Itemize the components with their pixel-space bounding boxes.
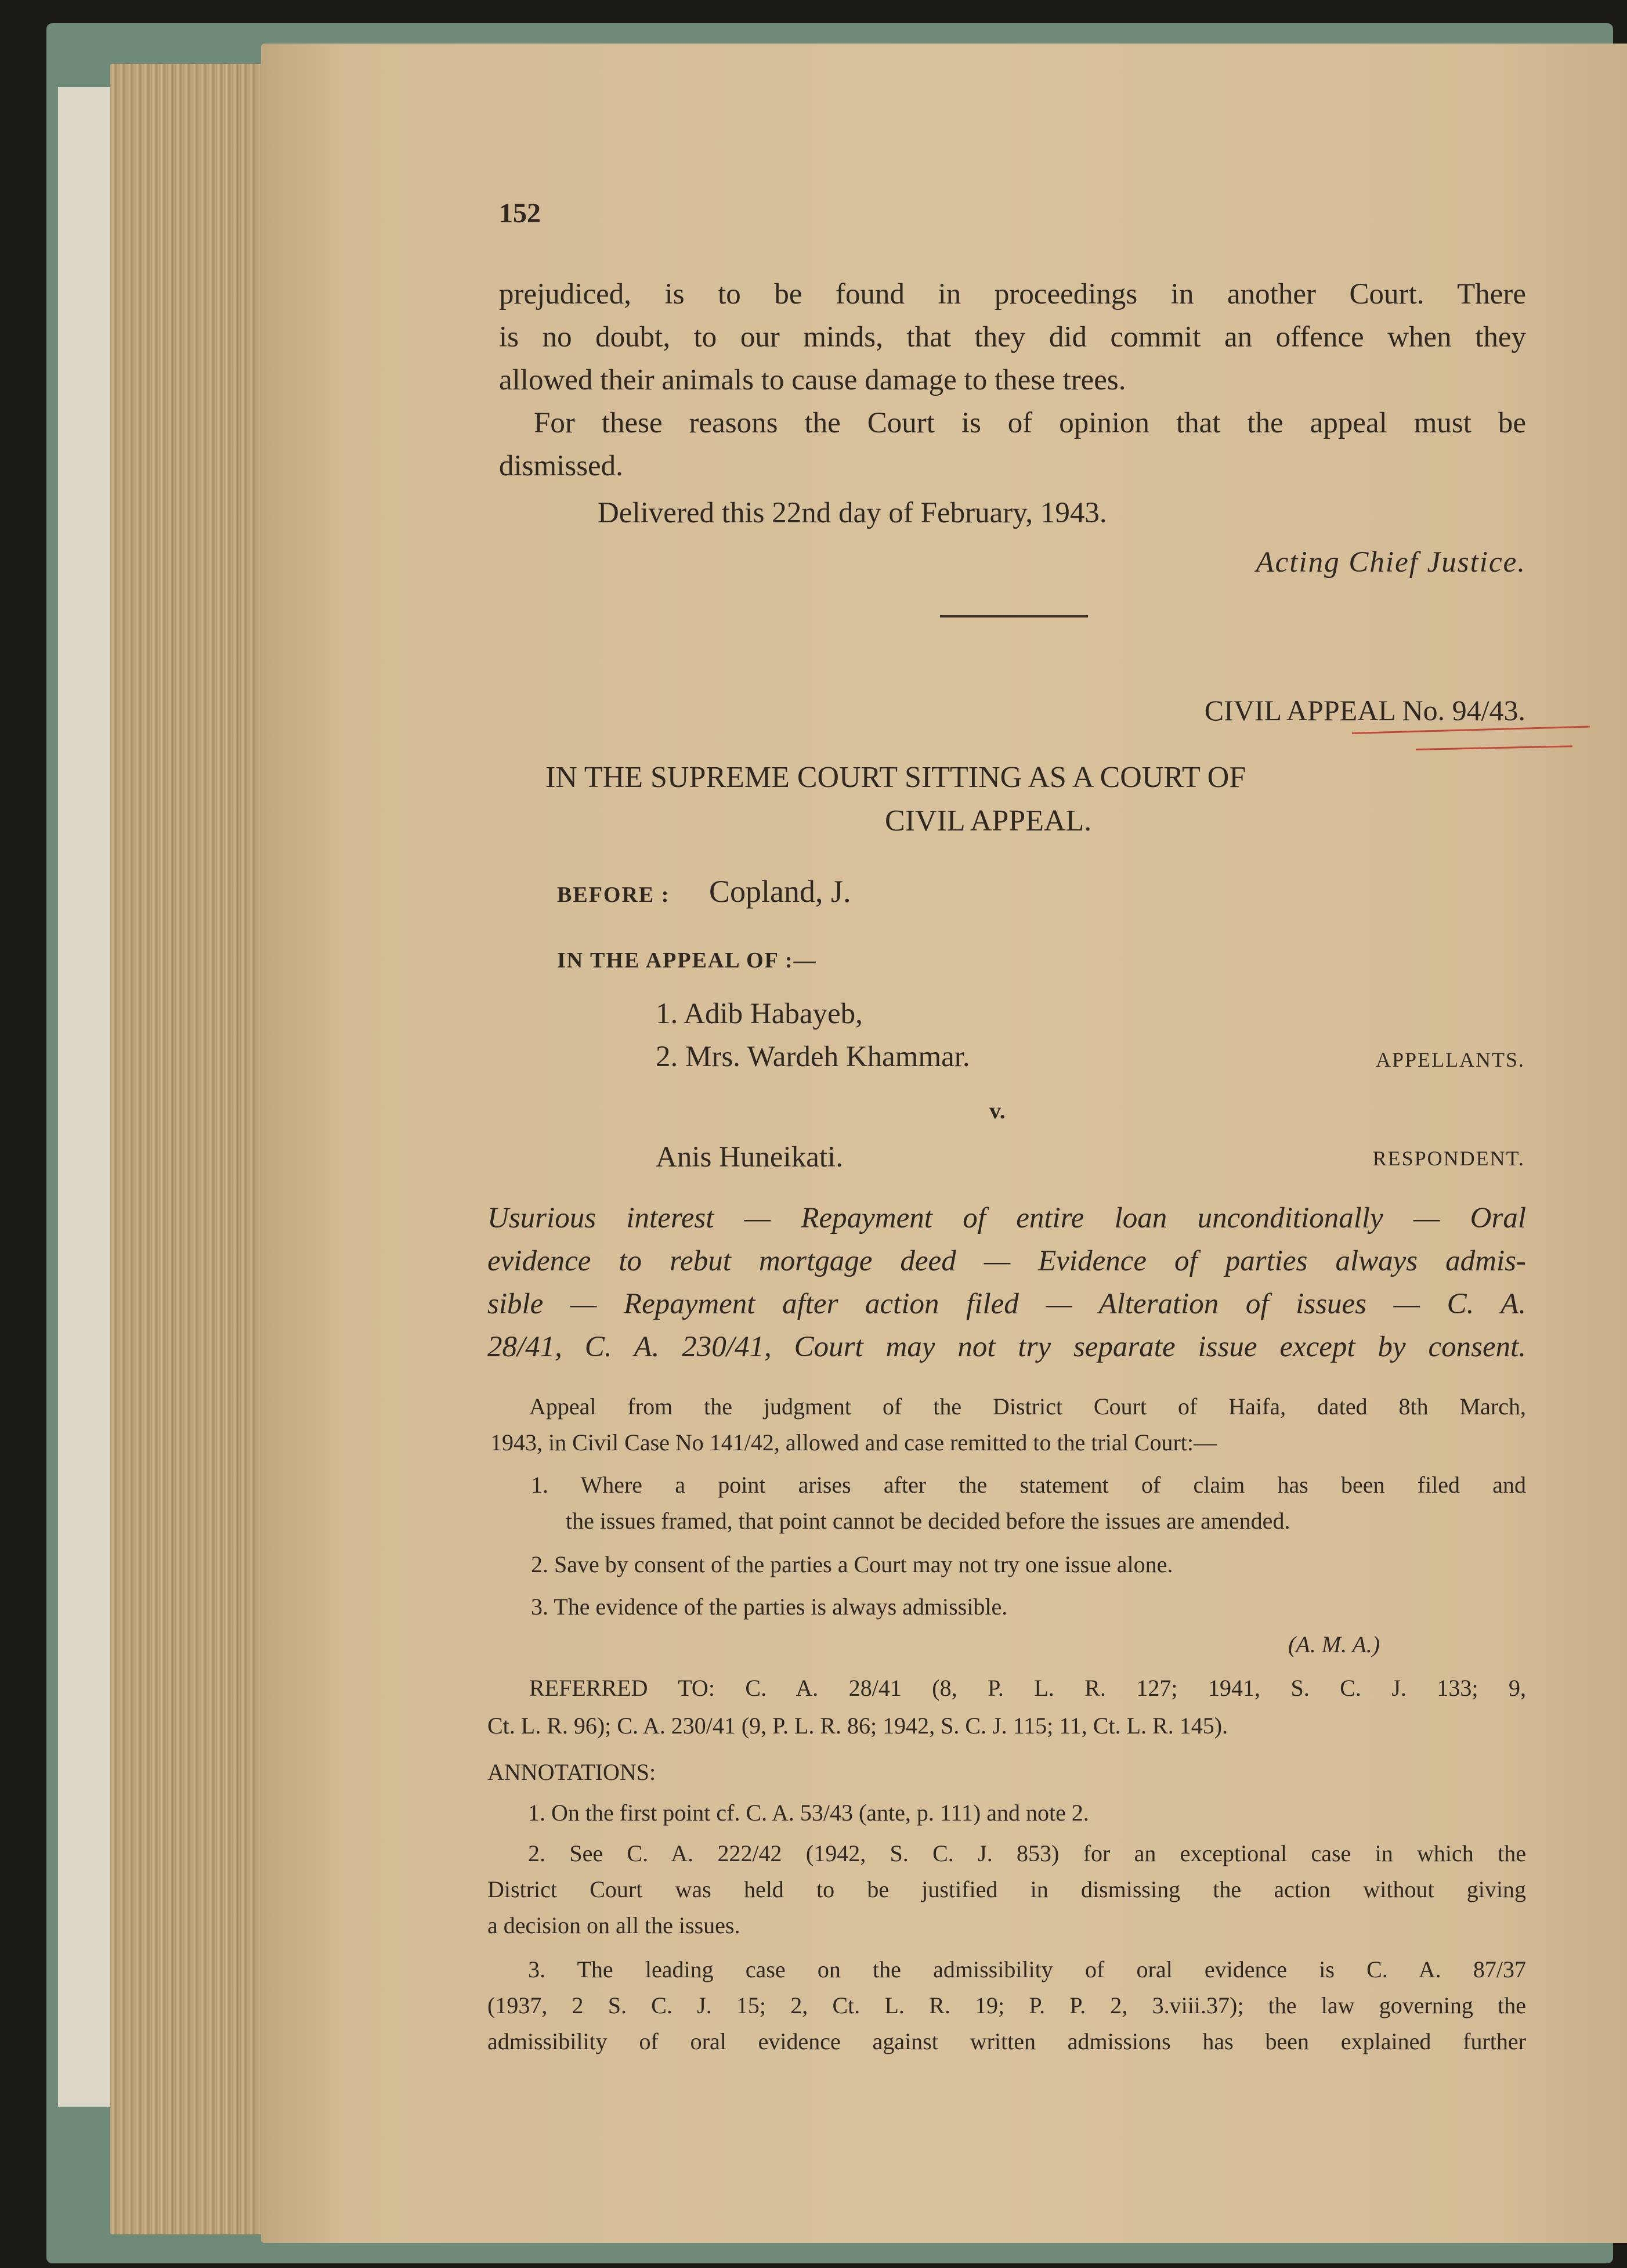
section-divider	[940, 615, 1088, 617]
endpaper-strip	[58, 87, 116, 2107]
holding-line: 2. Save by consent of the parties a Court may not try one issue alone.	[531, 1551, 1173, 1577]
respondent-label: RESPONDENT.	[1372, 1147, 1525, 1170]
annotations-title: ANNOTATIONS:	[487, 1759, 656, 1785]
headnote-line: evidence to rebut mortgage deed — Evidence of parties always admis-	[487, 1245, 1526, 1277]
annotation-line: admissibility of oral evidence against written admissions has been explained further	[487, 2028, 1526, 2054]
text-line: allowed their animals to cause damage to these trees.	[499, 364, 1126, 396]
headnote-line: 28/41, C. A. 230/41, Court may not try separate issue except by consent.	[487, 1331, 1526, 1363]
headnote-line: Usurious interest — Repayment of entire loan unconditionally — Oral	[487, 1202, 1526, 1234]
holding-line: the issues framed, that point cannot be decided before the issues are amended.	[566, 1508, 1290, 1534]
referred-line: REFERRED TO: C. A. 28/41 (8, P. L. R. 127; 1941, S. C. J. 133; 9,	[529, 1675, 1526, 1701]
annotation-line: District Court was held to be justified in dismissing the action without giving	[487, 1876, 1526, 1902]
text-line: is no doubt, to our minds, that they did commit an offence when they	[499, 321, 1526, 353]
appellant-name: 1. Adib Habayeb,	[656, 998, 863, 1030]
appellant-name: 2. Mrs. Wardeh Khammar.	[656, 1041, 970, 1073]
appellants-label: APPELLANTS.	[1375, 1048, 1525, 1071]
signature: Acting Chief Justice.	[1256, 546, 1526, 579]
annotation-line: a decision on all the issues.	[487, 1912, 740, 1938]
respondent-name: Anis Huneikati.	[656, 1141, 843, 1173]
appeal-line: Appeal from the judgment of the District Court of Haifa, dated 8th March,	[529, 1393, 1526, 1420]
delivered-line: Delivered this 22nd day of February, 1943.	[598, 497, 1107, 529]
holding-line: 3. The evidence of the parties is always admissible.	[531, 1594, 1008, 1620]
text-line: dismissed.	[499, 450, 623, 482]
page-number: 152	[499, 198, 541, 229]
annotation-line: 3. The leading case on the admissibility of oral evidence is C. A. 87/37	[528, 1956, 1526, 1982]
annotation-line: 1. On the first point cf. C. A. 53/43 (ante, p. 111) and note 2.	[528, 1800, 1089, 1826]
referred-line: Ct. L. R. 96); C. A. 230/41 (9, P. L. R. 86; 1942, S. C. J. 115; 11, Ct. L. R. 145).	[487, 1713, 1228, 1739]
reporter-initials: (A. M. A.)	[1288, 1631, 1380, 1657]
holding-line: 1. Where a point arises after the statement of claim has been filed and	[531, 1472, 1526, 1498]
headnote-line: sible — Repayment after action filed — Alteration of issues — C. A.	[487, 1288, 1526, 1320]
appeal-label: IN THE APPEAL OF :—	[557, 948, 817, 973]
appeal-line: 1943, in Civil Case No 141/42, allowed and case remitted to the trial Court:—	[490, 1429, 1217, 1456]
court-heading: IN THE SUPREME COURT SITTING AS A COURT OF	[545, 761, 1246, 794]
judge-name: Copland, J.	[709, 874, 851, 909]
annotation-line: (1937, 2 S. C. J. 15; 2, Ct. L. R. 19; P. P. 2, 3.viii.37); the law governing the	[487, 1992, 1526, 2018]
case-number: CIVIL APPEAL No. 94/43.	[1204, 694, 1525, 727]
court-heading: CIVIL APPEAL.	[885, 804, 1092, 837]
before-label: BEFORE :	[557, 883, 670, 907]
text-line: prejudiced, is to be found in proceedings in another Court. There	[499, 278, 1526, 310]
text-line: For these reasons the Court is of opinion that the appeal must be	[534, 407, 1526, 439]
annotation-line: 2. See C. A. 222/42 (1942, S. C. J. 853) for an exceptional case in which the	[528, 1840, 1526, 1866]
versus: v.	[989, 1097, 1006, 1124]
